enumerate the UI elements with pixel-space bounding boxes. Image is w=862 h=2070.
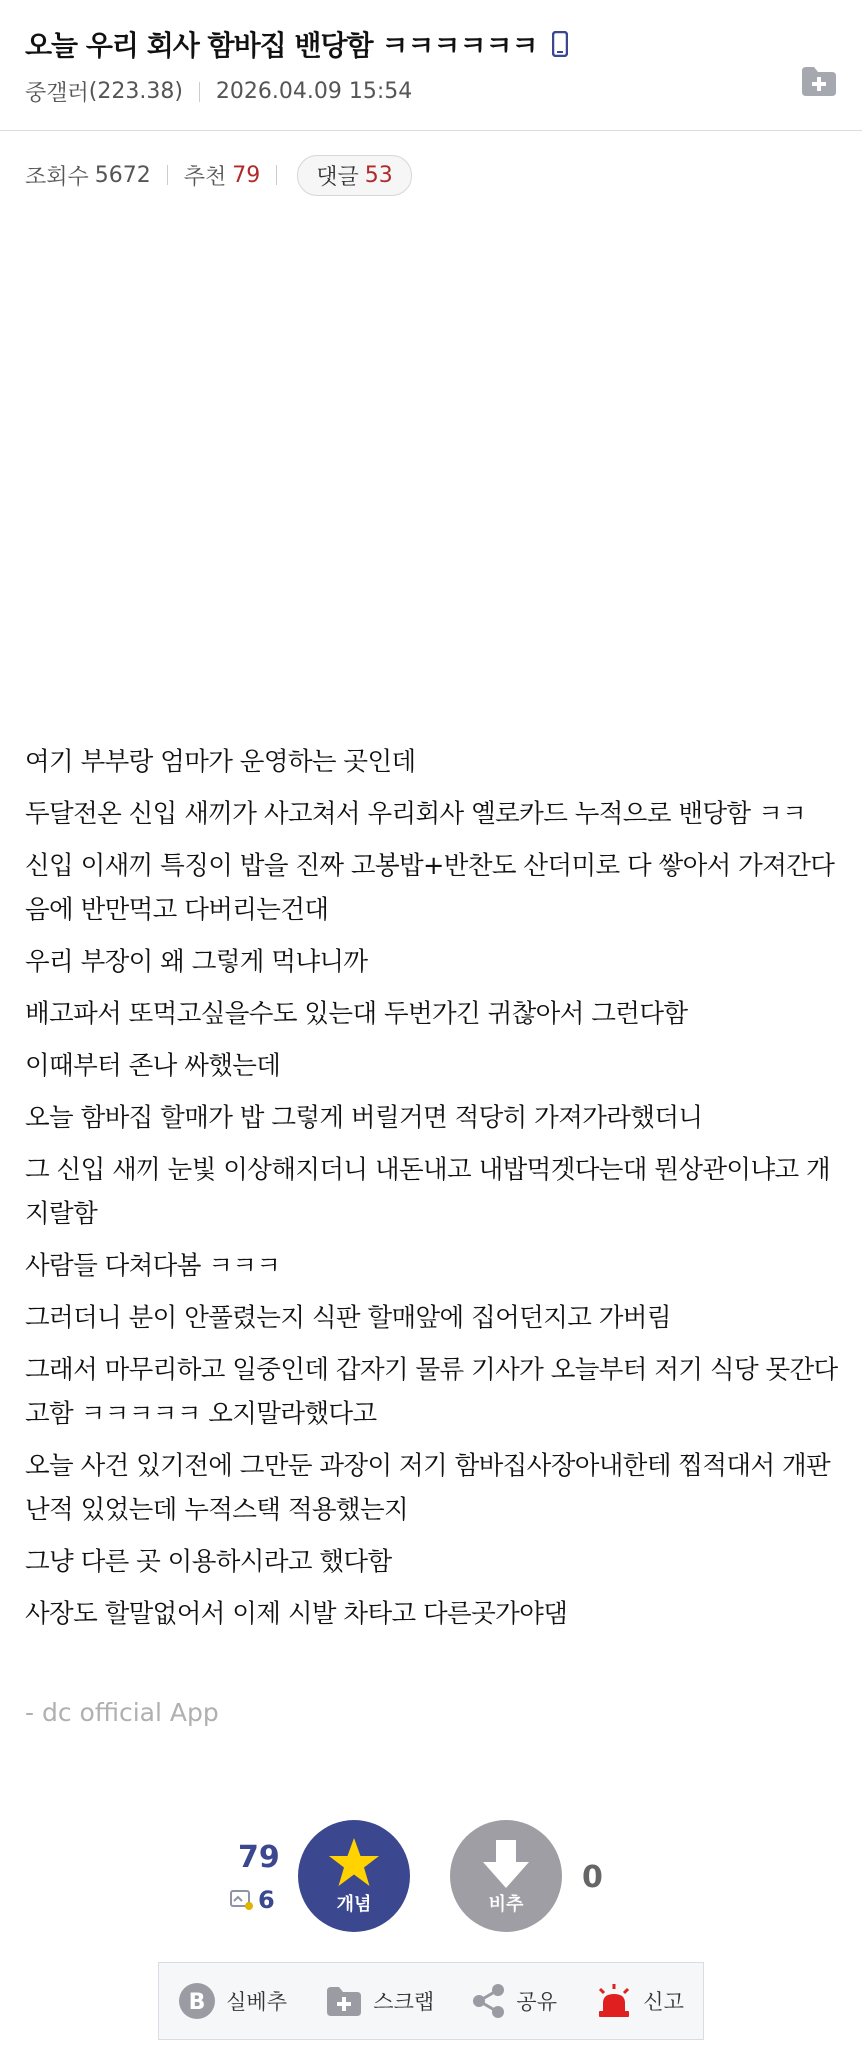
post-body [25,740,840,1644]
upvote-label: 개념 [336,1894,372,1915]
body-line: 오늘 사건 있기전에 그만둔 과장이 저기 함바집사장아내한테 찝적대서 개판난적 있었는데 누적스택 적용했는지 [25,1451,831,1525]
upvote-count: 79 [238,1840,280,1875]
vote-area [0,1818,862,1968]
share-label: 공유 [516,1990,557,2014]
post-image-placeholder [25,200,837,720]
body-line: 그러더니 분이 안풀렸는지 식판 할매앞에 집어던지고 가버림 [25,1303,671,1333]
comment-label: 댓글 [316,164,359,190]
report-button[interactable] [595,1983,684,2019]
share-icon [472,1983,506,2019]
best-recommend-label: 실베추 [226,1990,287,2014]
meta-divider [199,82,200,102]
share-button[interactable] [472,1983,557,2019]
post-header [0,0,862,131]
body-line: 사람들 다쳐다봄 ㅋㅋㅋ [25,1251,281,1281]
scrap-button[interactable] [325,1984,434,2018]
author-ip: (223.38) [88,79,183,104]
best-recommend-button[interactable] [178,1982,287,2020]
views-label: 조회수 [25,164,89,190]
body-line: 그래서 마무리하고 일중인데 갑자기 물류 기사가 오늘부터 저기 식당 못간다고함 ㅋㅋㅋㅋㅋ 오지말라했다고 [25,1355,838,1429]
report-label: 신고 [643,1990,684,2014]
body-line: 여기 부부랑 엄마가 운영하는 곳인데 [25,747,416,777]
body-line: 배고파서 또먹고싶을수도 있는대 두번가긴 귀찮아서 그런다함 [25,999,688,1029]
post-datetime: 2026.04.09 15:54 [215,79,413,104]
svg-text:B: B [188,1990,206,2015]
recommend-count: 79 [232,162,261,188]
b-circle-icon [178,1982,216,2020]
body-line: 두달전온 신입 새끼가 사고쳐서 우리회사 옐로카드 누적으로 밴당함 ㅋㅋ [25,799,807,829]
downvote-label: 비추 [488,1894,524,1915]
body-line: 오늘 함바집 할매가 밥 그렇게 버릴거면 적당히 가져가라했더니 [25,1103,703,1133]
star-icon [326,1836,382,1890]
fixed-recommend [230,1886,275,1914]
body-line: 사장도 할말없어서 이제 시발 차타고 다른곳가야댐 [25,1599,568,1629]
comment-count: 53 [364,162,393,188]
post-action-bar [158,1962,704,2040]
author-name[interactable]: 중갤러 [25,81,89,106]
fixed-recommend-count: 6 [258,1886,275,1914]
folder-add-icon[interactable] [800,63,838,99]
arrow-down-icon [481,1838,531,1890]
post-title-text: 오늘 우리 회사 함바집 밴당함 ㅋㅋㅋㅋㅋㅋ [25,29,538,62]
app-signature: - dc official App [25,1698,219,1727]
comment-count-button[interactable] [297,155,412,196]
upvote-button[interactable] [298,1820,410,1932]
body-line: 우리 부장이 왜 그렇게 먹냐니까 [25,947,368,977]
body-line: 그냥 다른 곳 이용하시라고 했다함 [25,1547,392,1577]
stats-divider [167,165,168,185]
body-line: 그 신입 새끼 눈빛 이상해지더니 내돈내고 내밥먹겟다는대 뭔상관이냐고 개지랄함 [25,1155,831,1229]
siren-icon [595,1983,633,2019]
views-count: 5672 [94,162,151,188]
body-line: 이때부터 존나 싸했는데 [25,1051,281,1081]
fixed-recommend-icon [230,1889,254,1911]
post-stats [25,155,412,195]
stats-divider [276,165,277,185]
downvote-button[interactable] [450,1820,562,1932]
recommend-label: 추천 [183,164,227,190]
phone-icon [552,31,568,57]
scrap-label: 스크랩 [373,1990,435,2014]
downvote-count: 0 [582,1860,603,1895]
folder-add-icon [325,1984,363,2018]
body-line: 신입 이새끼 특징이 밥을 진짜 고봉밥+반찬도 산더미로 다 쌓아서 가져간다음에 반만먹고 다버리는건대 [25,851,835,925]
post-meta [25,76,412,107]
post-title [25,24,568,64]
